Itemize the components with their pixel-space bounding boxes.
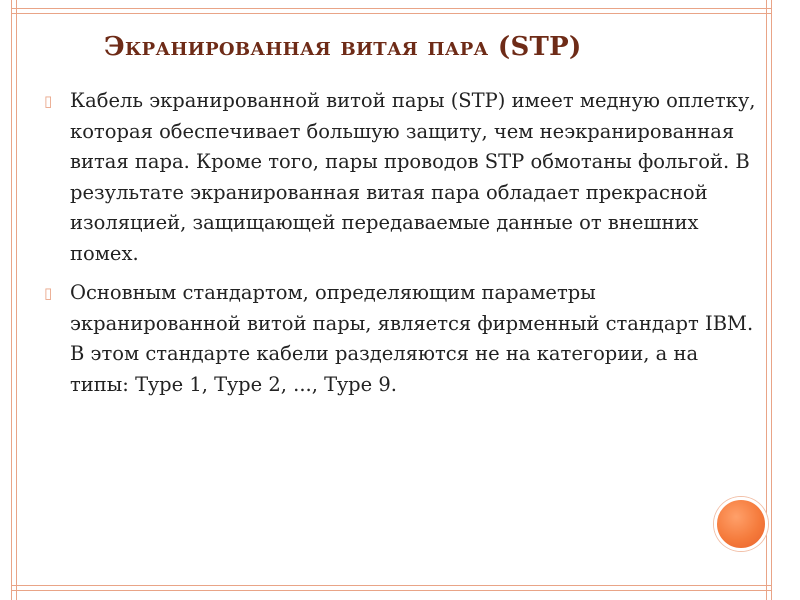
- frame-right-inner: [766, 0, 767, 600]
- bullet-item: [44, 86, 756, 269]
- bullet-text: Основным стандартом, определяющим параметры экранированной витой пары, является фирменный стандарт IBM. В этом стандарте кабели разделяются не на категории, а на типы: Type 1, Type 2, ..., Type 9.: [70, 281, 754, 396]
- frame-left-outer: [11, 0, 12, 600]
- hollow-square-bullet-icon: ▯: [44, 284, 53, 302]
- bullet-list: [44, 86, 756, 409]
- slide-title: Экранированная витая пара (STP): [104, 32, 582, 62]
- frame-left-inner: [16, 0, 17, 600]
- bullet-item: [44, 278, 756, 400]
- frame-bottom-inner: [11, 585, 772, 586]
- frame-top-inner: [11, 13, 772, 14]
- bullet-text: Кабель экранированной витой пары (STP) имеет медную оплетку, которая обеспечивает большую защиту, чем неэкранированная витая пара. Кроме того, пары проводов STP обмотаны фольгой. В результате экранированная витая пара обладает прекрасной изоляцией, защищающей передаваемые данные от внешних помех.: [70, 89, 756, 265]
- hollow-square-bullet-icon: ▯: [44, 92, 53, 110]
- frame-right-outer: [771, 0, 772, 600]
- frame-top-outer: [11, 8, 772, 9]
- frame-bottom-outer: [11, 590, 772, 591]
- orange-circle-decoration: [714, 497, 768, 551]
